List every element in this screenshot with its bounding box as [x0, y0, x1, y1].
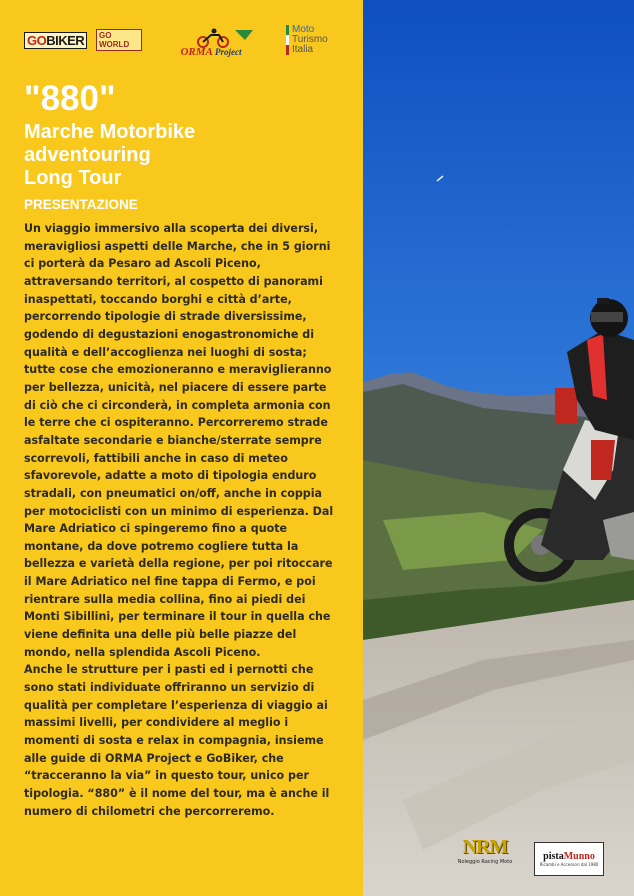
pistamunno-subtext: Ricambi e Accessori dal 1980	[539, 862, 599, 867]
turismo-word: Turismo	[292, 34, 328, 45]
motorbike-photo	[363, 0, 634, 896]
goworld-logo	[96, 22, 142, 58]
goworld-logo-text: GO WORLD	[96, 29, 142, 51]
moto-turismo-italia-logo	[286, 22, 358, 58]
italian-flag-bar	[286, 25, 289, 55]
subtitle-line-2: adventouring	[24, 144, 151, 166]
italia-word: Italia	[292, 44, 314, 55]
subtitle-line-3: Long Tour	[24, 167, 122, 189]
pistamunno-part2: Munno	[563, 851, 595, 862]
motorbike-rider-icon	[165, 28, 257, 48]
tour-subtitle	[24, 121, 195, 190]
presentation-text	[24, 220, 336, 820]
pistamunno-logo	[534, 842, 604, 876]
moto-word: Moto	[292, 24, 315, 35]
pistamunno-part1: pista	[543, 851, 564, 862]
subtitle-line-1: Marche Motorbike	[24, 121, 196, 143]
paragraph-2: Anche le strutture per i pasti ed i pernotti che sono stati individuate offriranno un servizio di qualità per completare l’esperienza di viaggio ai massimi livelli, per condividere al meglio i momenti di sosta e relax in compagnia, insieme alle guide di ORMA Project e GoBiker, che “tracceranno la via” in questo tour, unico per tipologia. “880” è il nome del tour, ma è anche il numero di chilometri che percorreremo.	[24, 663, 330, 818]
nrm-logo-text: NRM	[462, 836, 508, 858]
gobiker-logo	[24, 22, 90, 58]
orma-logo-suffix: Project	[215, 47, 242, 57]
orma-logo-name: ORMA	[180, 46, 213, 58]
paragraph-1: Un viaggio immersivo alla scoperta dei diversi, meravigliosi aspetti delle Marche, che in 5 giorni ci porterà da Pesaro ad Ascoli Piceno, attraversando territori, al cospetto di panorami inaspettati, toccando borghi e città d’arte, percorrendo tipologie di strade diversissime, godendo di degustazioni enogastronomiche di qualità e dell’accoglienza nei luoghi di sosta; tutte cose che emozioneranno e meraviglieranno per bellezza, unicità, nel piacere di essere parte di ciò che ci circonderà, in completa armonia con le terre che ci ospiteranno. Percorreremo strade asfaltate secondarie e bianche/sterrate sempre scorrevoli, fattibili anche in caso di meteo sfavorevole, adatte a moto di tipologia enduro stradali, con pneumatici on/off, anche in coppia per motociclisti con un minimo di esperienza. Dal Mare Adriatico ci spingeremo fino a quote montane, da dove potremo cogliere tutta la bellezza e varietà della regione, per poi ritoccare il Mare Adriatico nel fine tappa di Fermo, e poi rientrare sulla media collina, fino ai piedi dei Monti Sibillini, per terminare il tour in quella che viene definita una delle più belle piazze del mondo, nella splendida Ascoli Piceno.	[24, 222, 334, 659]
nrm-logo-subtext: Noleggio Racing Moto	[457, 859, 513, 865]
header-logos	[24, 22, 354, 58]
orma-project-logo	[164, 22, 258, 58]
section-heading: PRESENTAZIONE	[24, 197, 138, 212]
photo-scene	[363, 0, 634, 896]
gobiker-logo-part2: BIKER	[46, 32, 85, 48]
gobiker-logo-part1: GO	[27, 32, 47, 48]
tour-title: "880"	[24, 79, 116, 118]
nrm-logo	[456, 836, 514, 876]
